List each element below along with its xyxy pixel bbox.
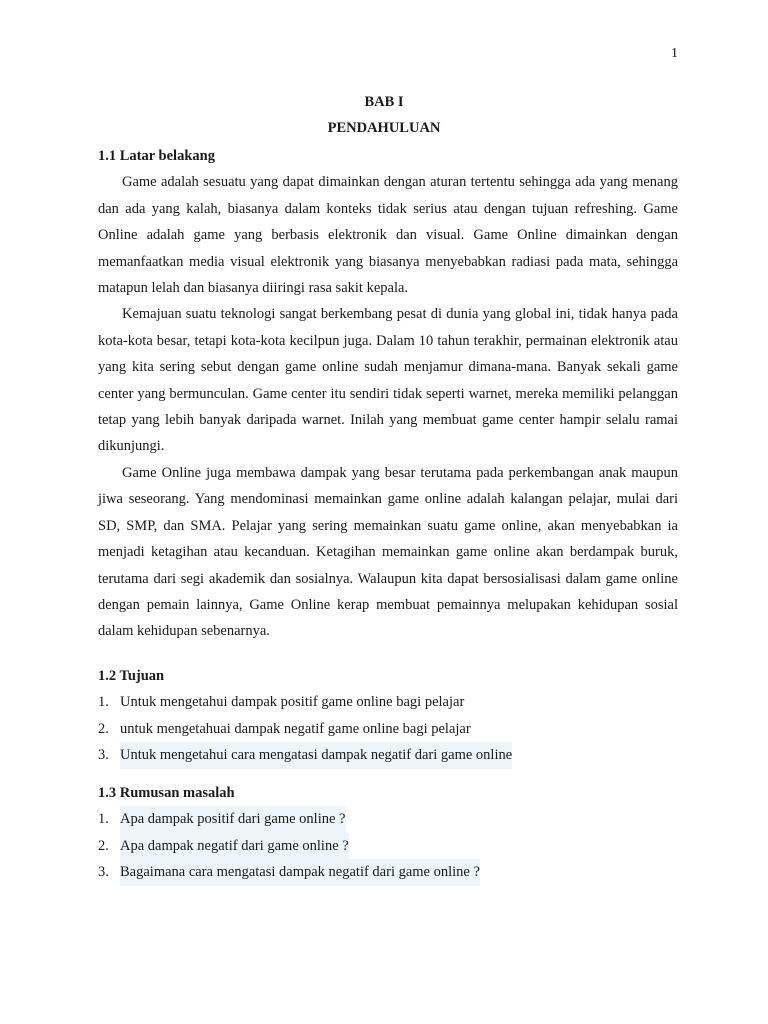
list-item [98, 806, 678, 832]
list-item [98, 859, 678, 885]
list-number: 2. [98, 837, 109, 854]
list-text: Untuk mengetahui cara mengatasi dampak negatif dari game online [120, 742, 512, 768]
objectives-list [98, 689, 678, 768]
paragraph: Game Online juga membawa dampak yang besar terutama pada perkembangan anak maupun jiwa seseorang. Yang mendominasi memainkan game online adalah kalangan pelajar, mulai dari SD, SMP, dan SMA. Pelajar yang sering memainkan suatu game online, akan menyebabkan ia menjadi ketagihan atau kecanduan. Ketagihan memainkan game online akan berdampak buruk, terutama dari segi akademik dan sosialnya. Walaupun kita dapat bersosialisasi dalam game online dengan pemain lainnya, Game Online kerap membuat pemainnya melupakan kehidupan sosial dalam kehidupan sebenarnya. [98, 464, 678, 640]
list-text: Untuk mengetahui dampak positif game online bagi pelajar [120, 694, 465, 711]
chapter-title: PENDAHULUAN [327, 120, 441, 136]
problems-list [98, 806, 678, 885]
section-objectives [98, 663, 678, 769]
list-item [98, 716, 678, 742]
list-item [98, 689, 678, 715]
section-heading: 1.3 Rumusan masalah [98, 785, 235, 801]
list-item [98, 742, 678, 768]
list-text: Apa dampak negatif dari game online ? [120, 833, 349, 859]
list-number: 3. [98, 864, 109, 881]
section-heading: 1.2 Tujuan [98, 668, 165, 684]
paragraph: Game adalah sesuatu yang dapat dimainkan dengan aturan tertentu sehingga ada yang menang dan ada yang kalah, biasanya dalam konteks tidak serius atau dengan tujuan refreshing. Game Online adalah game yang berbasis elektronik dan visual. Game Online dimainkan dengan memanfaatkan media visual elektronik yang biasanya menyebabkan radiasi pada mata, sehingga matapun lelah dan biasanya diiringi rasa sakit kepala. [98, 174, 678, 297]
section-background [98, 143, 678, 645]
chapter-label: BAB I [364, 94, 404, 110]
page-number: 1 [671, 46, 678, 61]
list-text: Bagaimana cara mengatasi dampak negatif dari game online ? [120, 859, 480, 885]
list-text: untuk mengetahuai dampak negatif game online bagi pelajar [120, 720, 471, 737]
list-number: 1. [98, 811, 109, 828]
list-item [98, 833, 678, 859]
list-number: 2. [98, 720, 109, 737]
section-problem-statement [98, 780, 678, 886]
paragraph: Kemajuan suatu teknologi sangat berkembang pesat di dunia yang global ini, tidak hanya pada kota-kota besar, tetapi kota-kota kecilpun juga. Dalam 10 tahun terakhir, permainan elektronik atau yang kita sering sebut dengan game online sudah menjamur dimana-mana. Banyak sekali game center yang bermunculan. Game center itu sendiri tidak seperti warnet, mereka memiliki pelanggan tetap yang lebih banyak daripada warnet. Inilah yang membuat game center hampir selalu ramai dikunjungi. [98, 306, 678, 455]
list-number: 1. [98, 694, 109, 711]
list-number: 3. [98, 747, 109, 764]
section-heading: 1.1 Latar belakang [98, 148, 215, 164]
list-text: Apa dampak positif dari game online ? [120, 806, 346, 832]
